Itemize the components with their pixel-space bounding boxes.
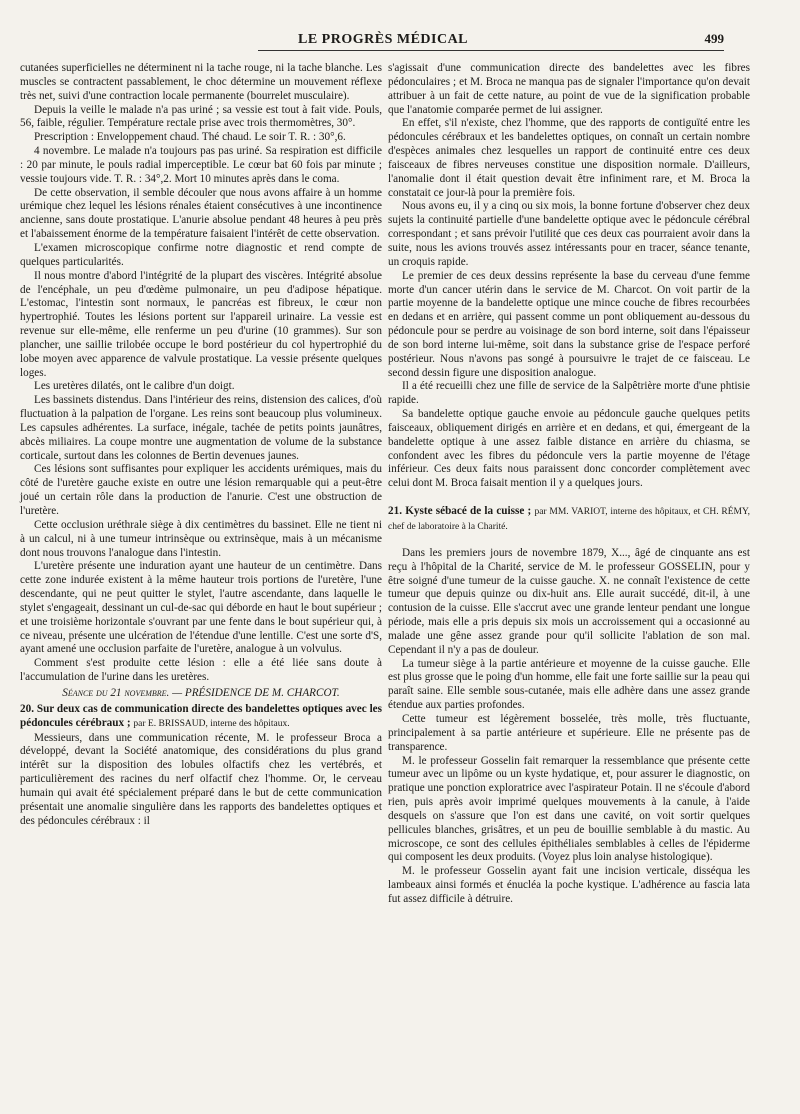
paragraph: L'examen microscopique confirme notre diagnostic et rend compte de quelques particularités.	[20, 241, 382, 268]
paragraph: Messieurs, dans une communication récente, M. le professeur Broca a développé, devant la Société anatomique, des considérations du plus grand intérêt sur la disposition des lobules olfactifs chez les vertébrés, et particulièrement des racines du nerf olfactif chez l'homme. Or, le cerveau humain qui avait été spécialement préparé dans le but de cette communication présentait une anomalie singulière dans les rapports des bandelettes optiques et des pédoncules cérébraux : il	[20, 731, 382, 827]
paragraph: Cette occlusion uréthrale siège à dix centimètres du bassinet. Elle ne tient ni à un calcul, ni à une tumeur intrinsèque ou extrinsèque, mais à un mécanisme dont nous trouvons l'analogue dans l'intestin.	[20, 518, 382, 559]
paragraph: La tumeur siège à la partie antérieure et moyenne de la cuisse gauche. Elle est plus grosse que le poing d'un homme, elle fait une forte saillie sur la peau qui paraît saine. Elle semble sous-cutanée, mais elle adhère dans une assez grande étendue aux parties profondes.	[388, 657, 750, 712]
paragraph: De cette observation, il semble découler que nous avons affaire à un homme urémique chez lequel les lésions rénales étaient consécutives à une incontinence ancienne, sans doute prostatique. L'anurie absolue pendant 48 heures à peu près et l'abaissement énorme de la température faisaient l'intérêt de cette observation.	[20, 186, 382, 241]
section-author: par E. BRISSAUD, interne des hôpitaux.	[133, 718, 290, 729]
paragraph: Il a été recueilli chez une fille de service de la Salpêtrière morte d'une phtisie rapide.	[388, 380, 750, 407]
paragraph: L'uretère présente une induration ayant une hauteur de un centimètre. Dans cette zone indurée existent à la même hauteur trois portions de l'uretère, l'une descendante, qui ne peut quitter le stylet, l'autre ascendante, dans laquelle le stylet s'engageait, dessinant un cul-de-sac qui déborde en haut le bout supérieur ; et une troisième horizontale s'ouvrant par une fente dans le bout supérieur qui, à ce niveau, présente une ulcération de l'étendue d'une lentille. C'est une sorte d'S, ayant amené une occlusion parfaite de l'uretère, analogue à un volvulus.	[20, 560, 382, 656]
paragraph: Ces lésions sont suffisantes pour expliquer les accidents urémiques, mais du côté de l'uretère gauche existe en outre une lésion remarquable qui a peut-être joué un certain rôle dans la production de l'anurie. C'est une obstruction de l'uretère.	[20, 463, 382, 517]
paragraph: Cette tumeur est légèrement bosselée, très molle, très fluctuante, principalement à sa partie antérieure et supérieure. Elle ne présente pas de transparence.	[388, 712, 750, 753]
paragraph: Comment s'est produite cette lésion : elle a été liée sans doute à l'accumulation de l'urine dans les uretères.	[20, 657, 382, 684]
section-title: 21. Kyste sébacé de la cuisse ;	[388, 505, 532, 518]
section-heading-20	[20, 703, 382, 732]
paragraph: M. le professeur Gosselin fait remarquer la ressemblance que présente cette tumeur avec un lipôme ou un kyste hydatique, et, pour assurer le diagnostic, on pratique une ponction exploratrice avec l'aspirateur Potain. Il ne s'écoule d'abord rien, puis après avoir imprimé quelques mouvements à la canule, à l'aide desquels on s'assure que l'on est dans une cavité, on voit sortir quelques pellicules blanches, grisâtres, et un peu de bouillie semblable à du mastic. Au microscope, ce sont des cellules épithéliales semblables à celles de l'épiderme qui composent les deux produits. (Voyez plus loin analyse histologique).	[388, 754, 750, 864]
paragraph: Le premier de ces deux dessins représente la base du cerveau d'une femme morte d'un cancer utérin dans le service de M. Charcot. On voit partir de la partie moyenne de la bandelette optique une mince couche de fibres recourbées en dedans et en arrière, qui passent comme un pont obliquement au-dessous du pédoncule pour se perdre au voisinage de son bord interne, soit dans l'épaisseur de son bord interne lui-même, soit dans la substance grise de l'espace perforé postérieur. Nous n'avons pas songé à poursuivre le trajet de ce faisceau. Le second dessin figure une disposition analogue.	[388, 269, 750, 379]
paragraph: Depuis la veille le malade n'a pas uriné ; sa vessie est tout à fait vide. Pouls, 56, faible, régulier. Température rectale prise avec trois thermomètres, 30°.	[20, 103, 382, 130]
paragraph: Les uretères dilatés, ont le calibre d'un doigt.	[34, 380, 235, 393]
left-column	[20, 62, 382, 828]
paragraph: Nous avons eu, il y a cinq ou six mois, la bonne fortune d'observer chez deux sujets la continuité partielle d'une bandelette optique avec le pédoncule cérébral correspondant ; et sans prévoir l'utilité que ces deux cas pourraient avoir dans la suite, nous les avions trouvés assez intéressants pour en tracer, séance tenante, un croquis rapide.	[388, 200, 750, 268]
section-title: 20. Sur deux cas de communication directe des bandelettes optiques avec les pédoncules cérébraux ;	[20, 702, 382, 729]
right-column	[388, 62, 750, 907]
paragraph: Dans les premiers jours de novembre 1879, X..., âgé de cinquante ans est reçu à l'hôpital de la Charité, service de M. le professeur GOSSELIN, pour y être soigné d'une tumeur de la cuisse gauche. X. ne connaît l'existence de cette tumeur que depuis quinze ou dix-huit ans. Elle aurait succédé, dit-il, à une contusion de la cuisse. Elle s'accrut avec une grande lenteur pendant une longue période, mais elle a pris depuis six mois un accroissement qui a occasionné au malade une gêne assez grande pour qu'il sollicite l'ablation de son mal. Cependant il n'y a pas de douleur.	[388, 546, 750, 656]
paragraph: Sa bandelette optique gauche envoie au pédoncule gauche quelques petits faisceaux, obliquement dirigés en arrière et en dedans, et qui, émergeant de la bandelette optique à une assez faible distance en arrière du chiasma, se confondent avec les fibres du pédoncule vers la partie moyenne de l'étage inférieur. Ces deux faits nous paraissent donc concorder complètement avec celui dont M. Broca faisait mention il y a quelques jours.	[388, 408, 750, 490]
paragraph: cutanées superficielles ne déterminent ni la tache rouge, ni la tache blanche. Les muscles se contractent passablement, le choc détermine un mouvement réflexe très net, suivi d'une contraction locale permanente (bourrelet musculaire).	[20, 62, 382, 102]
running-header	[258, 28, 724, 51]
paragraph: Il nous montre d'abord l'intégrité de la plupart des viscères. Intégrité absolue de l'encéphale, un peu d'œdème pulmonaire, un peu d'adipose hépatique. L'estomac, l'intestin sont normaux, le pancréas est fibreux, le cœur non hypertrophié. Toutes les lésions portent sur l'appareil urinaire. La vessie est revenue sur elle-même, elle renferme un peu d'urine (10 grammes). Sur son plancher, une saillie trilobée occupe le bord postérieur du col hypertrophié du lobe moyen avec apparence de valvule prostatique. La vessie présente quelques loges.	[20, 269, 382, 379]
paragraph: s'agissait d'une communication directe des bandelettes avec les fibres pédonculaires ; et M. Broca ne manqua pas de signaler l'importance qu'on devait attribuer à un fait de cette nature, au point de vue de la signification probable que l'anatomie comparée permet de lui assigner.	[388, 62, 750, 116]
journal-title: LE PROGRÈS MÉDICAL	[298, 32, 469, 47]
paragraph: Les bassinets distendus. Dans l'intérieur des reins, distension des calices, d'où fluctuation à la palpation de l'organe. Les reins sont beaucoup plus volumineux. Les capsules adhérentes. La surface, inégale, tachée de petits points jaunâtres, abcès miliaires. La coupe montre une augmentation de volume de la substance corticale, surtout dans les colonnes de Bertin devenues jaunes.	[20, 394, 382, 462]
session-heading: Séance du 21 novembre. — PRÉSIDENCE DE M. CHARCOT.	[62, 686, 340, 699]
paragraph: Prescription : Enveloppement chaud. Thé chaud. Le soir T. R. : 30°,6.	[34, 131, 346, 144]
section-heading-21	[388, 505, 750, 535]
paragraph: En effet, s'il n'existe, chez l'homme, que des rapports de contiguïté entre les pédoncules cérébraux et les bandelettes optiques, on connaît un certain nombre d'espèces animales chez lesquelles un rapport de continuité entre ces deux faisceaux de fibres nerveuses constitue une disposition normale. D'ailleurs, l'anomalie dont il était question devait être infiniment rare, et M. Broca la constatait ce jour-là pour la première fois.	[388, 117, 750, 199]
section-author: par MM. VARIOT, interne des hôpitaux, et CH. RÉMY, chef de laboratoire à la Charité.	[388, 507, 750, 532]
paragraph: 4 novembre. Le malade n'a toujours pas pas uriné. Sa respiration est difficile : 20 par minute, le pouls radial imperceptible. Le cœur bat 60 fois par minute ; vessie toujours vide. T. R. : 34°,2. Mort 10 minutes après dans le coma.	[20, 145, 382, 185]
paragraph: M. le professeur Gosselin ayant fait une incision verticale, disséqua les lambeaux ainsi formés et énucléa la poche kystique. L'adhérence au fascia lata fut assez difficile à détruire.	[388, 865, 750, 905]
page-number: 499	[704, 31, 724, 46]
